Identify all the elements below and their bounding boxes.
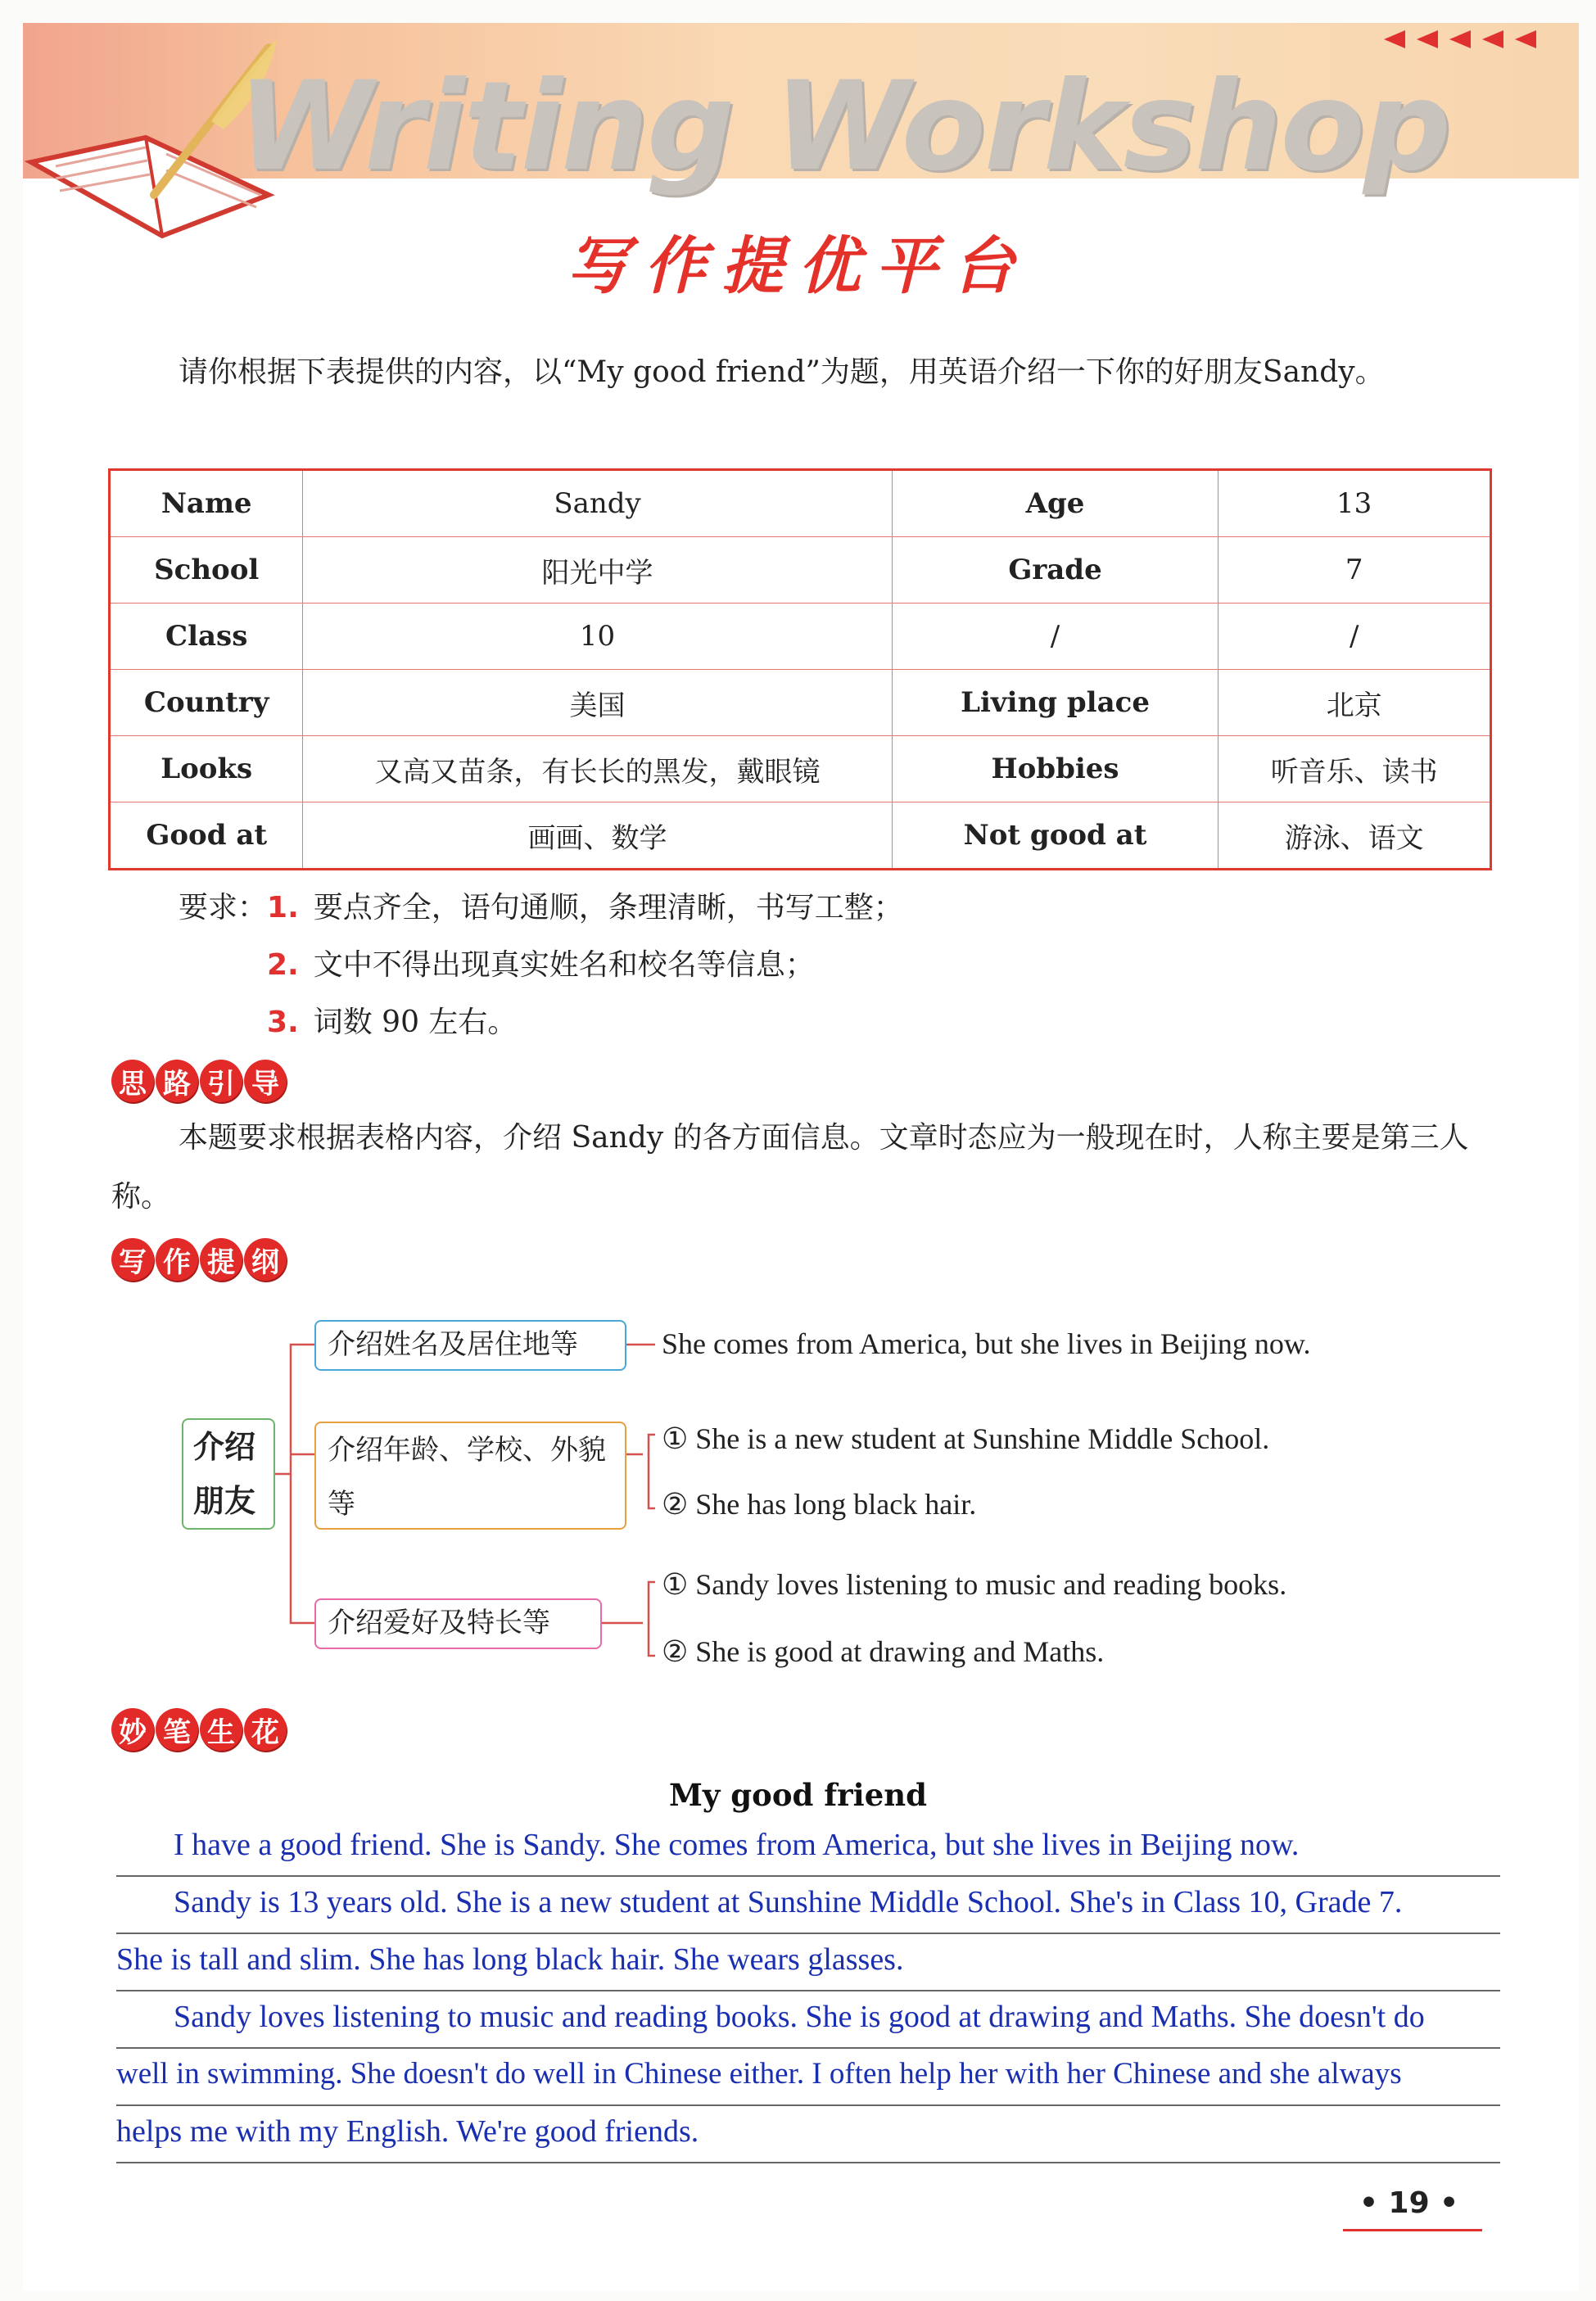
- table-label: Hobbies: [892, 736, 1218, 802]
- essay-line: I have a good friend. She is Sandy. She comes from America, but she lives in Beijing now.: [116, 1818, 1500, 1877]
- table-value: 10: [303, 604, 892, 670]
- table-label: Class: [110, 604, 303, 670]
- requirements-label: 要求：: [179, 891, 268, 924]
- table-value: 又高又苗条，有长长的黑发，戴眼镜: [303, 736, 892, 802]
- requirement-number: 1.: [267, 891, 299, 924]
- table-value: /: [892, 604, 1218, 670]
- page-number: • 19 •: [1359, 2186, 1459, 2220]
- table-value: 游泳、语文: [1218, 802, 1491, 870]
- table-value: 7: [1218, 537, 1491, 604]
- essay-title: My good friend: [668, 1777, 928, 1813]
- requirement-text: 词数 90 左右。: [313, 1006, 518, 1039]
- table-value: 阳光中学: [303, 537, 892, 604]
- table-label: School: [110, 537, 303, 604]
- outline-sentence: ② She is good at drawing and Maths.: [662, 1635, 1105, 1668]
- table-label: Living place: [892, 670, 1218, 736]
- essay-line: She is tall and slim. She has long black hair. She wears glasses.: [116, 1933, 1500, 1991]
- outline-sentence: ② She has long black hair.: [662, 1488, 977, 1521]
- requirement-number: 2.: [267, 948, 299, 982]
- table-value: 北京: [1218, 670, 1491, 736]
- table-label: Age: [892, 470, 1218, 537]
- outline-sentence: ① She is a new student at Sunshine Middle School.: [662, 1422, 1270, 1455]
- essay-line: Sandy loves listening to music and reading books. She is good at drawing and Maths. She doesn't do: [116, 1990, 1500, 2049]
- outline-branch-profile: 介绍年龄、学校、外貌等: [314, 1422, 626, 1530]
- table-value: 听音乐、读书: [1218, 736, 1491, 802]
- section-tag-guide: 思 路 引 导: [111, 1060, 287, 1102]
- table-label: Good at: [110, 802, 303, 870]
- outline-root: 介绍朋友: [182, 1418, 275, 1530]
- table-label: Name: [110, 470, 303, 537]
- table-value: 画画、数学: [303, 802, 892, 870]
- outline-branch-hobbies: 介绍爱好及特长等: [314, 1598, 602, 1649]
- requirement-text: 文中不得出现真实姓名和校名等信息；: [313, 948, 815, 982]
- guide-paragraph: 本题要求根据表格内容，介绍 Sandy 的各方面信息。文章时态应为一般现在时，人称主要是第三人称。: [111, 1121, 1469, 1214]
- page-number-underline: [1343, 2229, 1482, 2231]
- table-label: Grade: [892, 537, 1218, 604]
- section-tag-outline: 写 作 提 纲: [111, 1238, 287, 1281]
- requirement-number: 3.: [267, 1006, 299, 1039]
- essay-line: well in swimming. She doesn't do well in Chinese either. I often help her with her Chinese and she always: [116, 2047, 1500, 2106]
- table-label: Not good at: [892, 802, 1218, 870]
- outline-sentence: She comes from America, but she lives in Beijing now.: [662, 1327, 1311, 1360]
- outline-branch-name: 介绍姓名及居住地等: [314, 1320, 626, 1371]
- requirement-text: 要点齐全，语句通顺，条理清晰，书写工整；: [313, 891, 903, 924]
- table-label: Country: [110, 670, 303, 736]
- table-value: /: [1218, 604, 1491, 670]
- task-prompt: 请你根据下表提供的内容，以“My good friend”为题，用英语介绍一下你的好朋友Sandy。: [179, 355, 1385, 389]
- essay-line: Sandy is 13 years old. She is a new student at Sunshine Middle School. She's in Class 10, Grade 7.: [116, 1875, 1500, 1934]
- essay-line: helps me with my English. We're good friends.: [116, 2104, 1500, 2163]
- table-value: 13: [1218, 470, 1491, 537]
- section-tag-essay: 妙 笔 生 花: [111, 1708, 287, 1751]
- table-value: 美国: [303, 670, 892, 736]
- header-title-english: Writing Workshop: [237, 56, 1450, 198]
- outline-sentence: ① Sandy loves listening to music and reading books.: [662, 1568, 1287, 1601]
- table-value: Sandy: [303, 470, 892, 537]
- header-title-chinese: 写作提优平台: [567, 229, 1029, 302]
- table-label: Looks: [110, 736, 303, 802]
